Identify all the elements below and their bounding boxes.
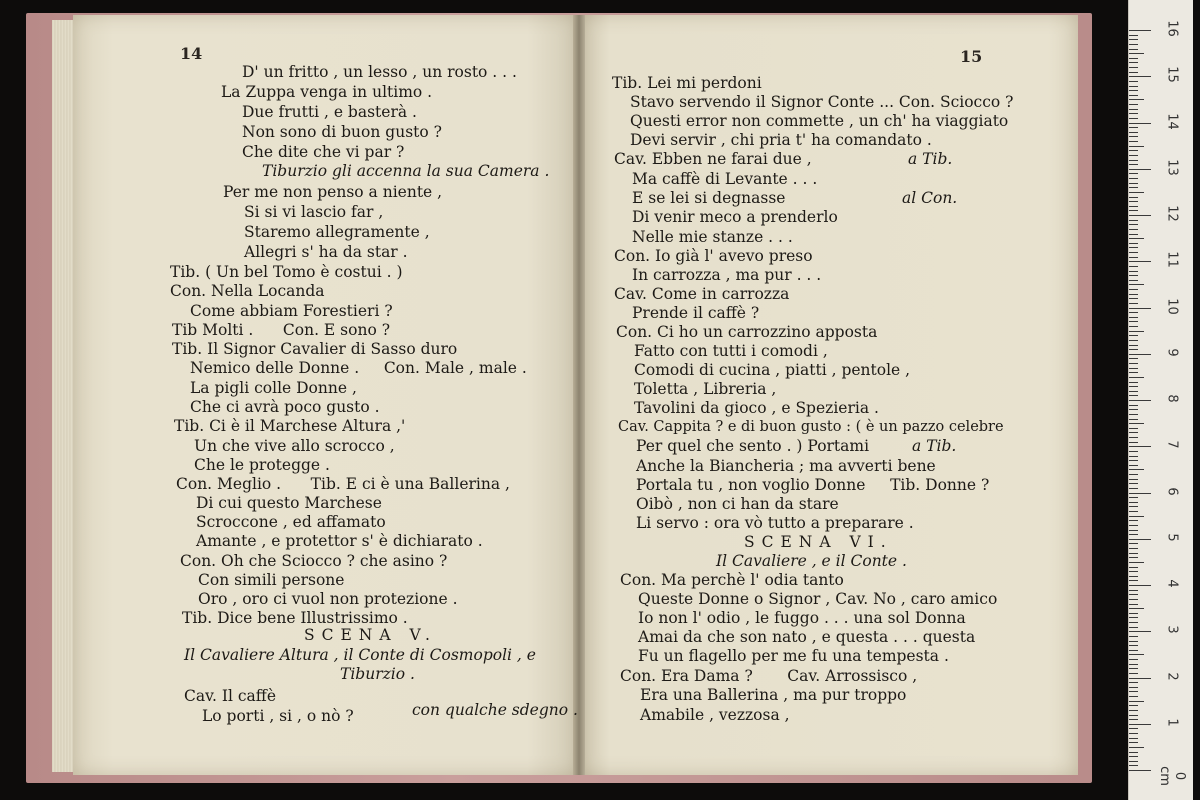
ruler-number: 13 (1164, 158, 1180, 176)
ruler-tick (1129, 206, 1138, 207)
ruler-tick (1129, 386, 1138, 387)
text-line: Oibò , non ci han da stare (636, 495, 839, 513)
text-line: Tib. Dice bene Illustrissimo . (182, 609, 408, 627)
page-number: 14 (180, 44, 203, 63)
scene-heading: SCENA VI. (744, 533, 893, 551)
ruler-tick (1129, 72, 1138, 73)
ruler-tick (1129, 530, 1138, 531)
scene-heading: SCENA V. (304, 626, 437, 644)
ruler-number: 9 (1164, 348, 1180, 357)
text-line: Allegri s' ha da star . (244, 243, 408, 261)
text-line: Ma caffè di Levante . . . (632, 170, 818, 188)
ruler-tick (1129, 30, 1151, 31)
ruler-tick (1129, 539, 1151, 540)
ruler-number: 0 cm (1157, 766, 1187, 786)
ruler-tick (1129, 197, 1138, 198)
ruler-tick (1129, 576, 1138, 577)
ruler-tick (1129, 469, 1144, 470)
text-line: Tib. Ci è il Marchese Altura ,' (174, 417, 406, 435)
text-line: Si si vi lascio far , (244, 203, 384, 221)
ruler-tick (1129, 437, 1138, 438)
ruler-tick (1129, 687, 1138, 688)
ruler-tick (1129, 752, 1138, 753)
ruler-tick (1129, 525, 1138, 526)
ruler-tick (1129, 382, 1138, 383)
ruler-tick (1129, 668, 1138, 669)
ruler-tick (1129, 35, 1138, 36)
text-line: Devi servir , chi pria t' ha comandato . (630, 131, 932, 149)
ruler-tick (1129, 86, 1138, 87)
ruler-tick (1129, 53, 1144, 54)
ruler-tick (1129, 275, 1138, 276)
ruler-tick (1129, 247, 1138, 248)
ruler-tick (1129, 257, 1138, 258)
text-line: Non sono di buon gusto ? (242, 123, 442, 141)
ruler-tick (1129, 534, 1138, 535)
measuring-ruler (1128, 0, 1193, 800)
ruler-tick (1129, 724, 1151, 725)
text-line: Tib. Lei mi perdoni (612, 74, 762, 92)
ruler-tick (1129, 44, 1138, 45)
stage-direction: Tiburzio . (340, 665, 415, 683)
ruler-tick (1129, 192, 1144, 193)
stage-direction: Il Cavaliere , e il Conte . (716, 552, 907, 570)
ruler-tick (1129, 548, 1138, 549)
text-line: Io non l' odio , le fuggo . . . una sol Donna (638, 609, 966, 627)
ruler-tick (1129, 308, 1151, 309)
ruler-tick (1129, 608, 1144, 609)
ruler-tick (1129, 761, 1138, 762)
ruler-tick (1129, 604, 1138, 605)
text-line: Scroccone , ed affamato (196, 513, 386, 531)
ruler-tick (1129, 613, 1138, 614)
text-line: Nelle mie stanze . . . (632, 228, 793, 246)
stage-direction: con qualche sdegno . (412, 701, 578, 719)
ruler-tick (1129, 280, 1138, 281)
text-line: Tib. ( Un bel Tomo è costui . ) (170, 263, 403, 281)
text-line: Tib. Il Signor Cavalier di Sasso duro (172, 340, 458, 358)
ruler-tick (1129, 465, 1138, 466)
ruler-number: 16 (1164, 20, 1180, 37)
ruler-tick (1129, 474, 1138, 475)
text-line: Amante , e protettor s' è dichiarato . (196, 532, 483, 550)
ruler-tick (1129, 747, 1144, 748)
text-line: Che ci avrà poco gusto . (190, 398, 380, 416)
ruler-tick (1129, 650, 1138, 651)
ruler-tick (1129, 654, 1144, 655)
ruler-tick (1129, 215, 1151, 216)
ruler-tick (1129, 178, 1138, 179)
ruler-tick (1129, 284, 1144, 285)
ruler-tick (1129, 738, 1138, 739)
ruler-number: 7 (1164, 440, 1180, 449)
ruler-tick (1129, 220, 1138, 221)
ruler-tick (1129, 585, 1151, 586)
text-line: Li servo : ora vò tutto a preparare . (636, 514, 914, 532)
ruler-tick (1129, 173, 1138, 174)
text-line: Prende il caffè ? (632, 304, 760, 322)
text-line: D' un fritto , un lesso , un rosto . . . (242, 63, 517, 81)
ruler-number: 11 (1164, 251, 1180, 269)
ruler-tick (1129, 58, 1138, 59)
ruler-number: 3 (1164, 625, 1180, 634)
text-line: Per quel che sento . ) Portami (636, 437, 870, 455)
ruler-tick (1129, 136, 1138, 137)
stage-direction: a Tib. (908, 150, 953, 168)
text-line: Cav. Cappita ? e di buon gusto : ( è un pazzo celebre (618, 419, 1004, 435)
ruler-tick (1129, 645, 1138, 646)
ruler-tick (1129, 252, 1138, 253)
ruler-tick (1129, 400, 1151, 401)
stage-direction: a Tib. (912, 437, 957, 455)
ruler-tick (1129, 243, 1138, 244)
ruler-tick (1129, 409, 1138, 410)
ruler-tick (1129, 627, 1138, 628)
ruler-tick (1129, 49, 1138, 50)
text-line: Oro , oro ci vuol non protezione . (198, 590, 458, 608)
ruler-tick (1129, 321, 1138, 322)
ruler-tick (1129, 67, 1138, 68)
text-line: Lo porti , si , o nò ? (202, 707, 354, 725)
ruler-tick (1129, 423, 1144, 424)
ruler-tick (1129, 187, 1138, 188)
ruler-tick (1129, 432, 1138, 433)
ruler-tick (1129, 488, 1138, 489)
ruler-tick (1129, 691, 1138, 692)
text-line: Come abbiam Forestieri ? (190, 302, 393, 320)
ruler-tick (1129, 377, 1144, 378)
ruler-tick (1129, 617, 1138, 618)
ruler-tick (1129, 516, 1144, 517)
ruler-tick (1129, 419, 1138, 420)
text-line: Amai da che son nato , e questa . . . questa (638, 628, 976, 646)
text-line: Con simili persone (198, 571, 345, 589)
ruler-tick (1129, 76, 1151, 77)
text-line: E se lei si degnasse (632, 189, 786, 207)
ruler-tick (1129, 710, 1138, 711)
ruler-tick (1129, 349, 1138, 350)
ruler-tick (1129, 580, 1138, 581)
ruler-tick (1129, 682, 1138, 683)
ruler-tick (1129, 567, 1138, 568)
text-line: Con. Era Dama ? Cav. Arrossisco , (620, 667, 918, 685)
text-line: Era una Ballerina , ma pur troppo (640, 686, 907, 704)
text-line: Staremo allegramente , (244, 223, 430, 241)
ruler-tick (1129, 358, 1138, 359)
ruler-tick (1129, 372, 1138, 373)
ruler-tick (1129, 266, 1138, 267)
text-line: Tavolini da gioco , e Spezieria . (634, 399, 879, 417)
ruler-tick (1129, 553, 1138, 554)
text-line: Con. Meglio . Tib. E ci è una Ballerina , (176, 475, 510, 493)
ruler-tick (1129, 483, 1138, 484)
text-line: Un che vive allo scrocco , (194, 437, 395, 455)
ruler-number: 12 (1164, 205, 1180, 222)
ruler-tick (1129, 317, 1138, 318)
ruler-tick (1129, 520, 1138, 521)
ruler-tick (1129, 224, 1138, 225)
ruler-tick (1129, 715, 1138, 716)
text-line: In carrozza , ma pur . . . (632, 266, 822, 284)
ruler-tick (1129, 497, 1138, 498)
ruler-tick (1129, 363, 1138, 364)
ruler-tick (1129, 664, 1138, 665)
text-line: Tib Molti . Con. E sono ? (172, 321, 391, 339)
ruler-tick (1129, 493, 1151, 494)
book-gutter (573, 15, 585, 775)
text-line: Con. Io già l' avevo preso (614, 247, 813, 265)
ruler-tick (1129, 234, 1138, 235)
ruler-number: 2 (1164, 671, 1180, 681)
ruler-tick (1129, 479, 1138, 480)
ruler-tick (1129, 294, 1138, 295)
ruler-tick (1129, 678, 1151, 679)
stage-direction: Tiburzio gli accenna la sua Camera . (262, 162, 550, 180)
ruler-tick (1129, 39, 1138, 40)
ruler-number: 8 (1164, 394, 1180, 403)
text-line: Con. Ma perchè l' odia tanto (620, 571, 844, 589)
ruler-tick (1129, 118, 1138, 119)
ruler-tick (1129, 123, 1151, 124)
ruler-tick (1129, 368, 1138, 369)
ruler-tick (1129, 733, 1138, 734)
ruler-tick (1129, 104, 1138, 105)
ruler-tick (1129, 701, 1144, 702)
ruler-tick (1129, 451, 1138, 452)
ruler-tick (1129, 113, 1138, 114)
text-line: Fu un flagello per me fu una tempesta . (638, 647, 949, 665)
ruler-tick (1129, 446, 1151, 447)
text-line: Cav. Come in carrozza (614, 285, 790, 303)
ruler-tick (1129, 673, 1138, 674)
ruler-tick (1129, 326, 1138, 327)
text-line: Per me non penso a niente , (223, 183, 443, 201)
ruler-tick (1129, 442, 1138, 443)
ruler-tick (1129, 81, 1138, 82)
text-line: La Zuppa venga in ultimo . (221, 83, 433, 101)
ruler-number: 14 (1164, 112, 1180, 130)
text-line: Cav. Ebben ne farai due , (614, 150, 812, 168)
ruler-number: 4 (1164, 579, 1180, 588)
stage-direction: Il Cavaliere Altura , il Conte di Cosmopoli , e (184, 646, 536, 664)
ruler-tick (1129, 456, 1138, 457)
ruler-tick (1129, 590, 1138, 591)
ruler-tick (1129, 705, 1138, 706)
ruler-tick (1129, 160, 1138, 161)
ruler-tick (1129, 155, 1138, 156)
ruler-tick (1129, 641, 1138, 642)
ruler-number: 6 (1164, 486, 1180, 496)
ruler-tick (1129, 127, 1138, 128)
ruler-tick (1129, 770, 1151, 771)
ruler-tick (1129, 622, 1138, 623)
ruler-tick (1129, 109, 1138, 110)
ruler-tick (1129, 728, 1138, 729)
text-line: Con. Oh che Sciocco ? che asino ? (180, 552, 448, 570)
ruler-tick (1129, 756, 1138, 757)
text-line: Toletta , Libreria , (634, 380, 777, 398)
text-line: Di venir meco a prenderlo (632, 208, 838, 226)
ruler-tick (1129, 719, 1138, 720)
ruler-tick (1129, 765, 1138, 766)
ruler-tick (1129, 506, 1138, 507)
ruler-tick (1129, 696, 1138, 697)
text-line: Anche la Biancheria ; ma avverti bene (636, 457, 936, 475)
text-line: Che le protegge . (194, 456, 330, 474)
text-line: Stavo servendo il Signor Conte ... Con. Sciocco ? (630, 93, 1014, 111)
ruler-tick (1129, 298, 1138, 299)
ruler-tick (1129, 354, 1151, 355)
text-line: La pigli colle Donne , (190, 379, 357, 397)
ruler-tick (1129, 99, 1144, 100)
ruler-tick (1129, 331, 1144, 332)
ruler-number: 5 (1164, 533, 1180, 542)
ruler-tick (1129, 90, 1138, 91)
ruler-tick (1129, 289, 1138, 290)
ruler-tick (1129, 742, 1138, 743)
ruler-tick (1129, 414, 1138, 415)
ruler-tick (1129, 659, 1138, 660)
text-line: Cav. Il caffè (184, 687, 276, 705)
ruler-tick (1129, 183, 1138, 184)
ruler-number: 1 (1164, 718, 1180, 727)
ruler-tick (1129, 335, 1138, 336)
ruler-tick (1129, 303, 1138, 304)
ruler-tick (1129, 261, 1151, 262)
ruler-tick (1129, 636, 1138, 637)
ruler-number: 10 (1164, 297, 1180, 315)
text-line: Queste Donne o Signor , Cav. No , caro amico (638, 590, 998, 608)
ruler-tick (1129, 201, 1138, 202)
ruler-tick (1129, 340, 1138, 341)
ruler-tick (1129, 631, 1151, 632)
text-line: Con. Nella Locanda (170, 282, 325, 300)
text-line: Amabile , vezzosa , (640, 706, 790, 724)
ruler-tick (1129, 502, 1138, 503)
ruler-tick (1129, 95, 1138, 96)
text-line: Portala tu , non voglio Donne Tib. Donne ? (636, 476, 990, 494)
ruler-tick (1129, 511, 1138, 512)
ruler-tick (1129, 405, 1138, 406)
ruler-tick (1129, 164, 1138, 165)
ruler-tick (1129, 391, 1138, 392)
ruler-tick (1129, 150, 1138, 151)
text-line: Comodi di cucina , piatti , pentole , (634, 361, 911, 379)
ruler-tick (1129, 562, 1144, 563)
ruler-tick (1129, 141, 1138, 142)
ruler-tick (1129, 395, 1138, 396)
ruler-number: 15 (1164, 66, 1180, 84)
ruler-tick (1129, 132, 1138, 133)
text-line: Di cui questo Marchese (196, 494, 382, 512)
ruler-tick (1129, 460, 1138, 461)
text-line: Che dite che vi par ? (242, 143, 405, 161)
text-line: Due frutti , e basterà . (242, 103, 417, 121)
text-line: Fatto con tutti i comodi , (634, 342, 828, 360)
text-line: Questi error non commette , un ch' ha viaggiato (630, 112, 1009, 130)
ruler-tick (1129, 543, 1138, 544)
ruler-tick (1129, 238, 1144, 239)
ruler-tick (1129, 210, 1138, 211)
ruler-tick (1129, 169, 1151, 170)
ruler-tick (1129, 571, 1138, 572)
text-line: Con. Ci ho un carrozzino apposta (616, 323, 878, 341)
page-number: 15 (960, 47, 983, 66)
text-line: Nemico delle Donne . Con. Male , male . (190, 359, 527, 377)
ruler-tick (1129, 271, 1138, 272)
ruler-tick (1129, 229, 1138, 230)
ruler-tick (1129, 62, 1138, 63)
ruler-tick (1129, 428, 1138, 429)
ruler-tick (1129, 312, 1138, 313)
ruler-tick (1129, 345, 1138, 346)
stage-direction: al Con. (902, 189, 958, 207)
ruler-tick (1129, 146, 1144, 147)
ruler-tick (1129, 599, 1138, 600)
ruler-tick (1129, 557, 1138, 558)
ruler-tick (1129, 594, 1138, 595)
